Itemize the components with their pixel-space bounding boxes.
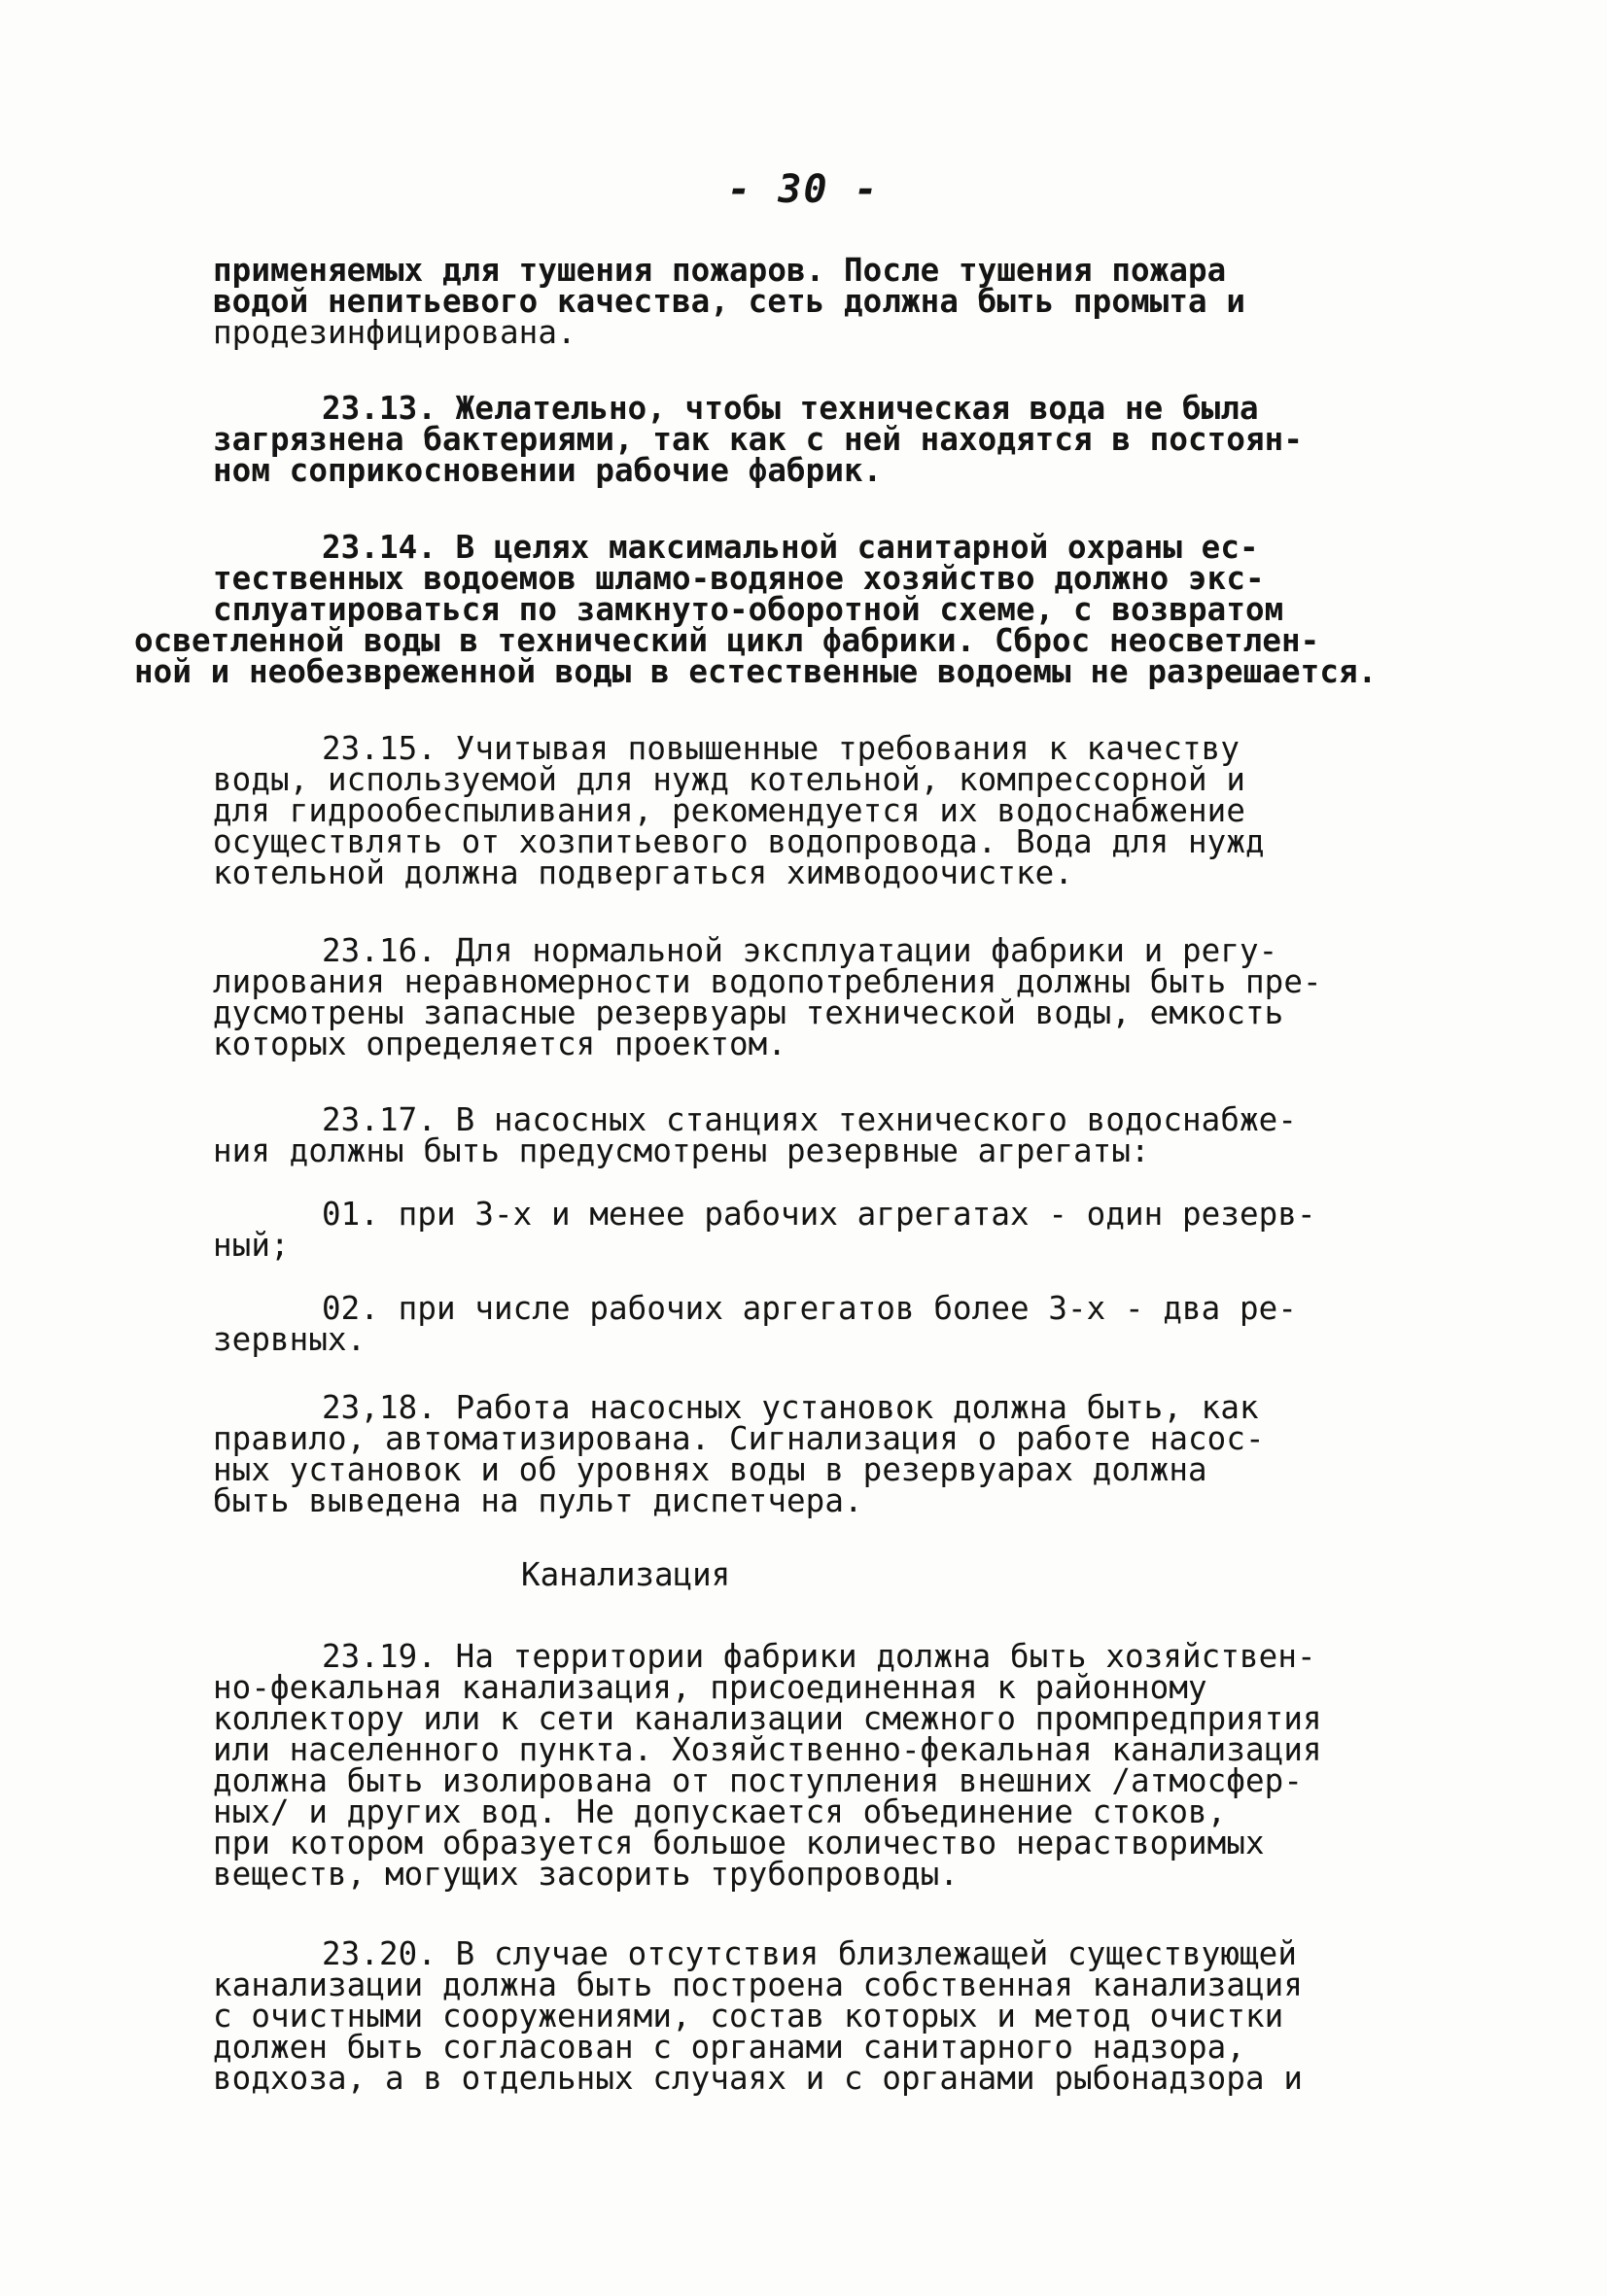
text-line: ной и необезвреженной воды в естественные водоемы не разрешается. — [134, 653, 1378, 690]
text-line: лирования неравномерности водопотребления должны быть пре- — [213, 963, 1322, 1000]
text-line: при котором образуется большое количество нерастворимых — [213, 1825, 1265, 1861]
text-line: продезинфицирована. — [213, 314, 576, 351]
text-line: применяемых для тушения пожаров. После тушения пожара — [213, 252, 1227, 289]
text-line: сплуатироваться по замкнуто-оборотной схеме, с возвратом — [213, 591, 1284, 628]
text-line: 23.19. На территории фабрики должна быть хозяйствен- — [322, 1638, 1316, 1675]
text-line: ных установок и об уровнях воды в резервуарах должна — [213, 1451, 1207, 1488]
text-line: правило, автоматизирована. Сигнализация о работе насос- — [213, 1420, 1265, 1457]
text-line: 23.15. Учитывая повышенные требования к качеству — [322, 730, 1240, 767]
text-line: веществ, могущих засорить трубопроводы. — [213, 1856, 959, 1893]
text-line: для гидрообеспыливания, рекомендуется их водоснабжение — [213, 792, 1245, 829]
text-line: 02. при числе рабочих аргегатов более 3-х - два ре- — [322, 1290, 1297, 1327]
text-line: ных/ и других вод. Не допускается объединение стоков, — [213, 1793, 1227, 1830]
text-line: ный; — [213, 1227, 290, 1264]
text-line: водой непитьевого качества, сеть должна быть промыта и — [213, 283, 1245, 320]
text-line: 23.17. В насосных станциях технического водоснабже- — [322, 1101, 1297, 1138]
text-line: котельной должна подвергаться химводоочистке. — [213, 854, 1073, 891]
text-line: коллектору или к сети канализации смежного промпредприятия — [213, 1700, 1322, 1737]
text-line: должен быть согласован с органами санитарного надзора, — [213, 2029, 1245, 2066]
text-line: или населенного пункта. Хозяйственно-фекальная канализация — [213, 1731, 1322, 1768]
text-line: ном соприкосновении рабочие фабрик. — [213, 452, 883, 489]
text-line: 23.20. В случае отсутствия близлежащей существующей — [322, 1935, 1297, 1972]
text-line: должна быть изолирована от поступления внешних /атмосфер- — [213, 1762, 1303, 1799]
text-line: зервных. — [213, 1321, 367, 1358]
text-line: 23.16. Для нормальной эксплуатации фабрики и регу- — [322, 932, 1278, 969]
text-line: 01. при 3-х и менее рабочих агрегатах - один резерв- — [322, 1196, 1316, 1233]
text-line: 23,18. Работа насосных установок должна быть, как — [322, 1389, 1259, 1426]
text-line: осветленной воды в технический цикл фабрики. Сброс неосветлен- — [134, 622, 1320, 659]
text-line: воды, используемой для нужд котельной, компрессорной и — [213, 761, 1245, 798]
text-line: ния должны быть предусмотрены резервные агрегаты: — [213, 1132, 1150, 1169]
text-line: загрязнена бактериями, так как с ней находятся в постоян- — [213, 421, 1303, 458]
section-heading: Канализация — [521, 1556, 731, 1593]
text-line: водхоза, а в отдельных случаях и с органами рыбонадзора и — [213, 2060, 1303, 2097]
text-line: тественных водоемов шламо-водяное хозяйство должно экс- — [213, 560, 1265, 597]
text-line: которых определяется проектом. — [213, 1026, 786, 1062]
page-number: - 30 - — [727, 167, 880, 212]
text-line: дусмотрены запасные резервуары технической воды, емкость — [213, 994, 1284, 1031]
text-line: быть выведена на пульт диспетчера. — [213, 1482, 863, 1519]
text-line: но-фекальная канализация, присоединенная к районному — [213, 1669, 1207, 1706]
text-line: 23.14. В целях максимальной санитарной охраны ес- — [322, 529, 1259, 566]
text-line: с очистными сооружениями, состав которых и метод очистки — [213, 1998, 1284, 2035]
text-line: осуществлять от хозпитьевого водопровода. Вода для нужд — [213, 823, 1265, 860]
text-line: канализации должна быть построена собственная канализация — [213, 1966, 1303, 2003]
text-line: 23.13. Желательно, чтобы техническая вода не была — [322, 390, 1259, 427]
